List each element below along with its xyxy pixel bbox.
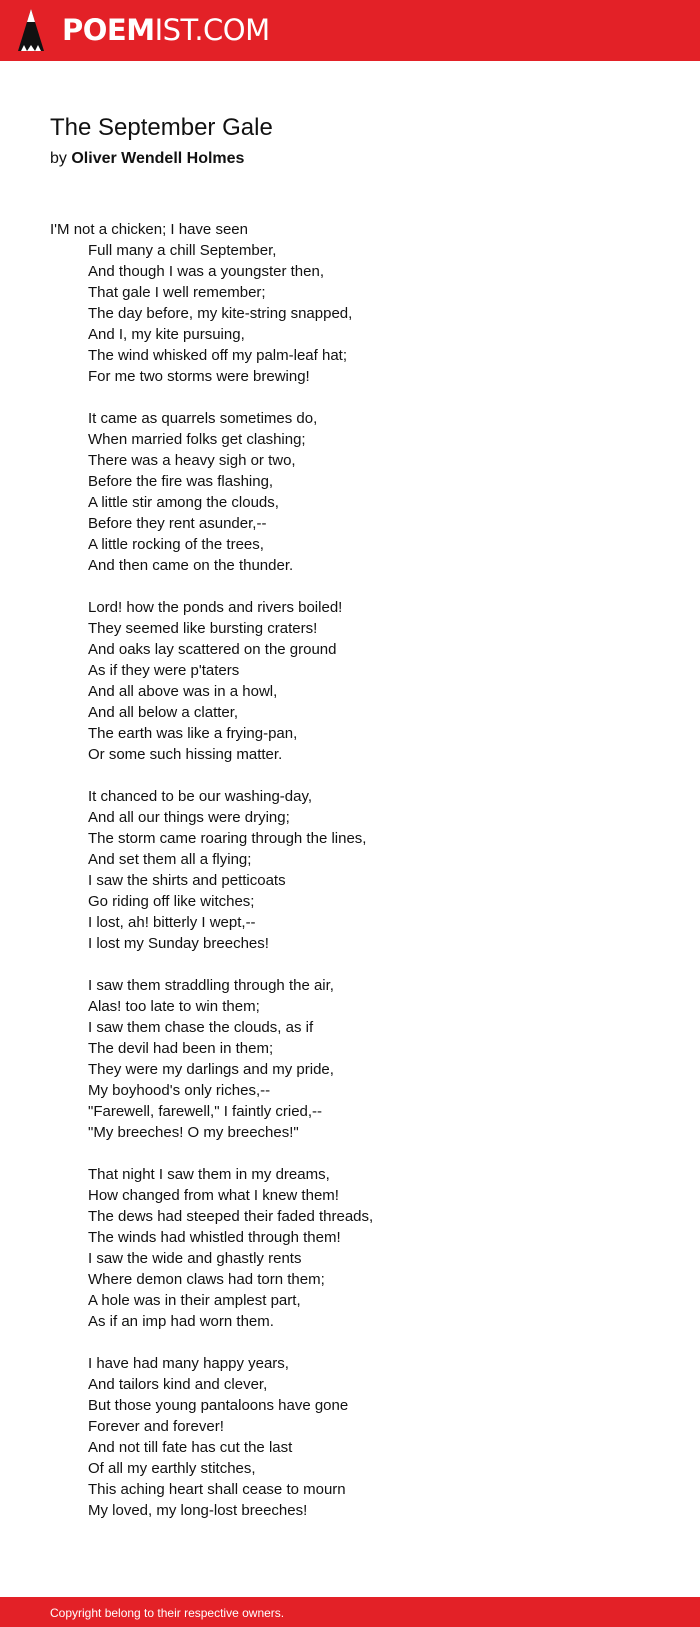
poem-stanza [50,597,650,765]
poem-line: The dews had steeped their faded threads, [88,1208,374,1225]
poem-line: The storm came roaring through the lines, [88,830,367,847]
site-logo-text[interactable] [62,13,270,47]
site-footer [0,1597,700,1627]
poem-line: But those young pantaloons have gone [88,1397,349,1414]
copyright-notice: Copyright belong to their respective owners. [50,1606,285,1620]
poem-line: My loved, my long-lost breeches! [88,1502,308,1519]
brand-name-light: IST.COM [154,13,270,47]
poem-line: I saw them chase the clouds, as if [88,1019,314,1036]
poem-stanza [50,1353,650,1521]
poem-line: And then came on the thunder. [88,557,294,574]
poem-line: That gale I well remember; [88,284,266,301]
poem-line: How changed from what I knew them! [88,1187,339,1204]
poem-line: And not till fate has cut the last [88,1439,293,1456]
poem-line: Forever and forever! [88,1418,224,1435]
poem-line: This aching heart shall cease to mourn [88,1481,346,1498]
poem-line: A hole was in their amplest part, [88,1292,301,1309]
pencil-icon[interactable] [18,9,44,51]
poem-line: And all our things were drying; [88,809,290,826]
poem-line: A little stir among the clouds, [88,494,279,511]
poem-line: The devil had been in them; [88,1040,274,1057]
poem-line: And though I was a youngster then, [88,263,324,280]
poem-line: And all above was in a howl, [88,683,278,700]
poem-line: Before the fire was flashing, [88,473,274,490]
poem-line: I saw them straddling through the air, [88,977,334,994]
poem-line: A little rocking of the trees, [88,536,264,553]
poem-line: And all below a clatter, [88,704,239,721]
poem-line: There was a heavy sigh or two, [88,452,296,469]
poem-line: I'M not a chicken; I have seen [50,221,248,238]
poem-line: And set them all a flying; [88,851,252,868]
poem-line: Go riding off like witches; [88,893,255,910]
poem-line: I have had many happy years, [88,1355,289,1372]
poem-stanza [50,1164,650,1332]
poem-author: Oliver Wendell Holmes [71,150,245,167]
poem-line: As if they were p'taters [88,662,240,679]
poem-byline [50,148,244,170]
poem-line: The wind whisked off my palm-leaf hat; [88,347,348,364]
poem-line: And tailors kind and clever, [88,1376,268,1393]
poem-line: And oaks lay scattered on the ground [88,641,337,658]
poem-line: "My breeches! O my breeches!" [88,1124,299,1141]
poem-line: It came as quarrels sometimes do, [88,410,318,427]
byline-prefix: by [50,150,67,167]
poem-line: "Farewell, farewell," I faintly cried,-- [88,1103,323,1120]
poem-line: They were my darlings and my pride, [88,1061,334,1078]
poem-line: For me two storms were brewing! [88,368,310,385]
poem-line: Where demon claws had torn them; [88,1271,325,1288]
poem-stanza [50,786,650,954]
poem-stanza [50,408,650,576]
poem-line: The day before, my kite-string snapped, [88,305,353,322]
poem-line: As if an imp had worn them. [88,1313,274,1330]
poem-title: The September Gale [50,114,273,141]
poem-line: Alas! too late to win them; [88,998,260,1015]
poem-line: Before they rent asunder,-- [88,515,267,532]
poem-line: Full many a chill September, [88,242,277,259]
brand-name-bold: POEM [62,13,155,47]
poem-body [50,219,650,1542]
poem-line: Or some such hissing matter. [88,746,283,763]
poem-line: It chanced to be our washing-day, [88,788,313,805]
poem-line: And I, my kite pursuing, [88,326,245,343]
poem-line: That night I saw them in my dreams, [88,1166,330,1183]
poem-line: When married folks get clashing; [88,431,306,448]
poem-line: The winds had whistled through them! [88,1229,341,1246]
poem-line: I saw the shirts and petticoats [88,872,286,889]
poem-line: They seemed like bursting craters! [88,620,318,637]
poem-line: Lord! how the ponds and rivers boiled! [88,599,343,616]
poem-line: My boyhood's only riches,-- [88,1082,271,1099]
poem-stanza [50,219,650,387]
site-header [0,0,700,61]
poem-line: I saw the wide and ghastly rents [88,1250,302,1267]
poem-stanza [50,975,650,1143]
poem-line: The earth was like a frying-pan, [88,725,298,742]
poem-line: I lost, ah! bitterly I wept,-- [88,914,256,931]
poem-line: Of all my earthly stitches, [88,1460,256,1477]
poem-line: I lost my Sunday breeches! [88,935,269,952]
